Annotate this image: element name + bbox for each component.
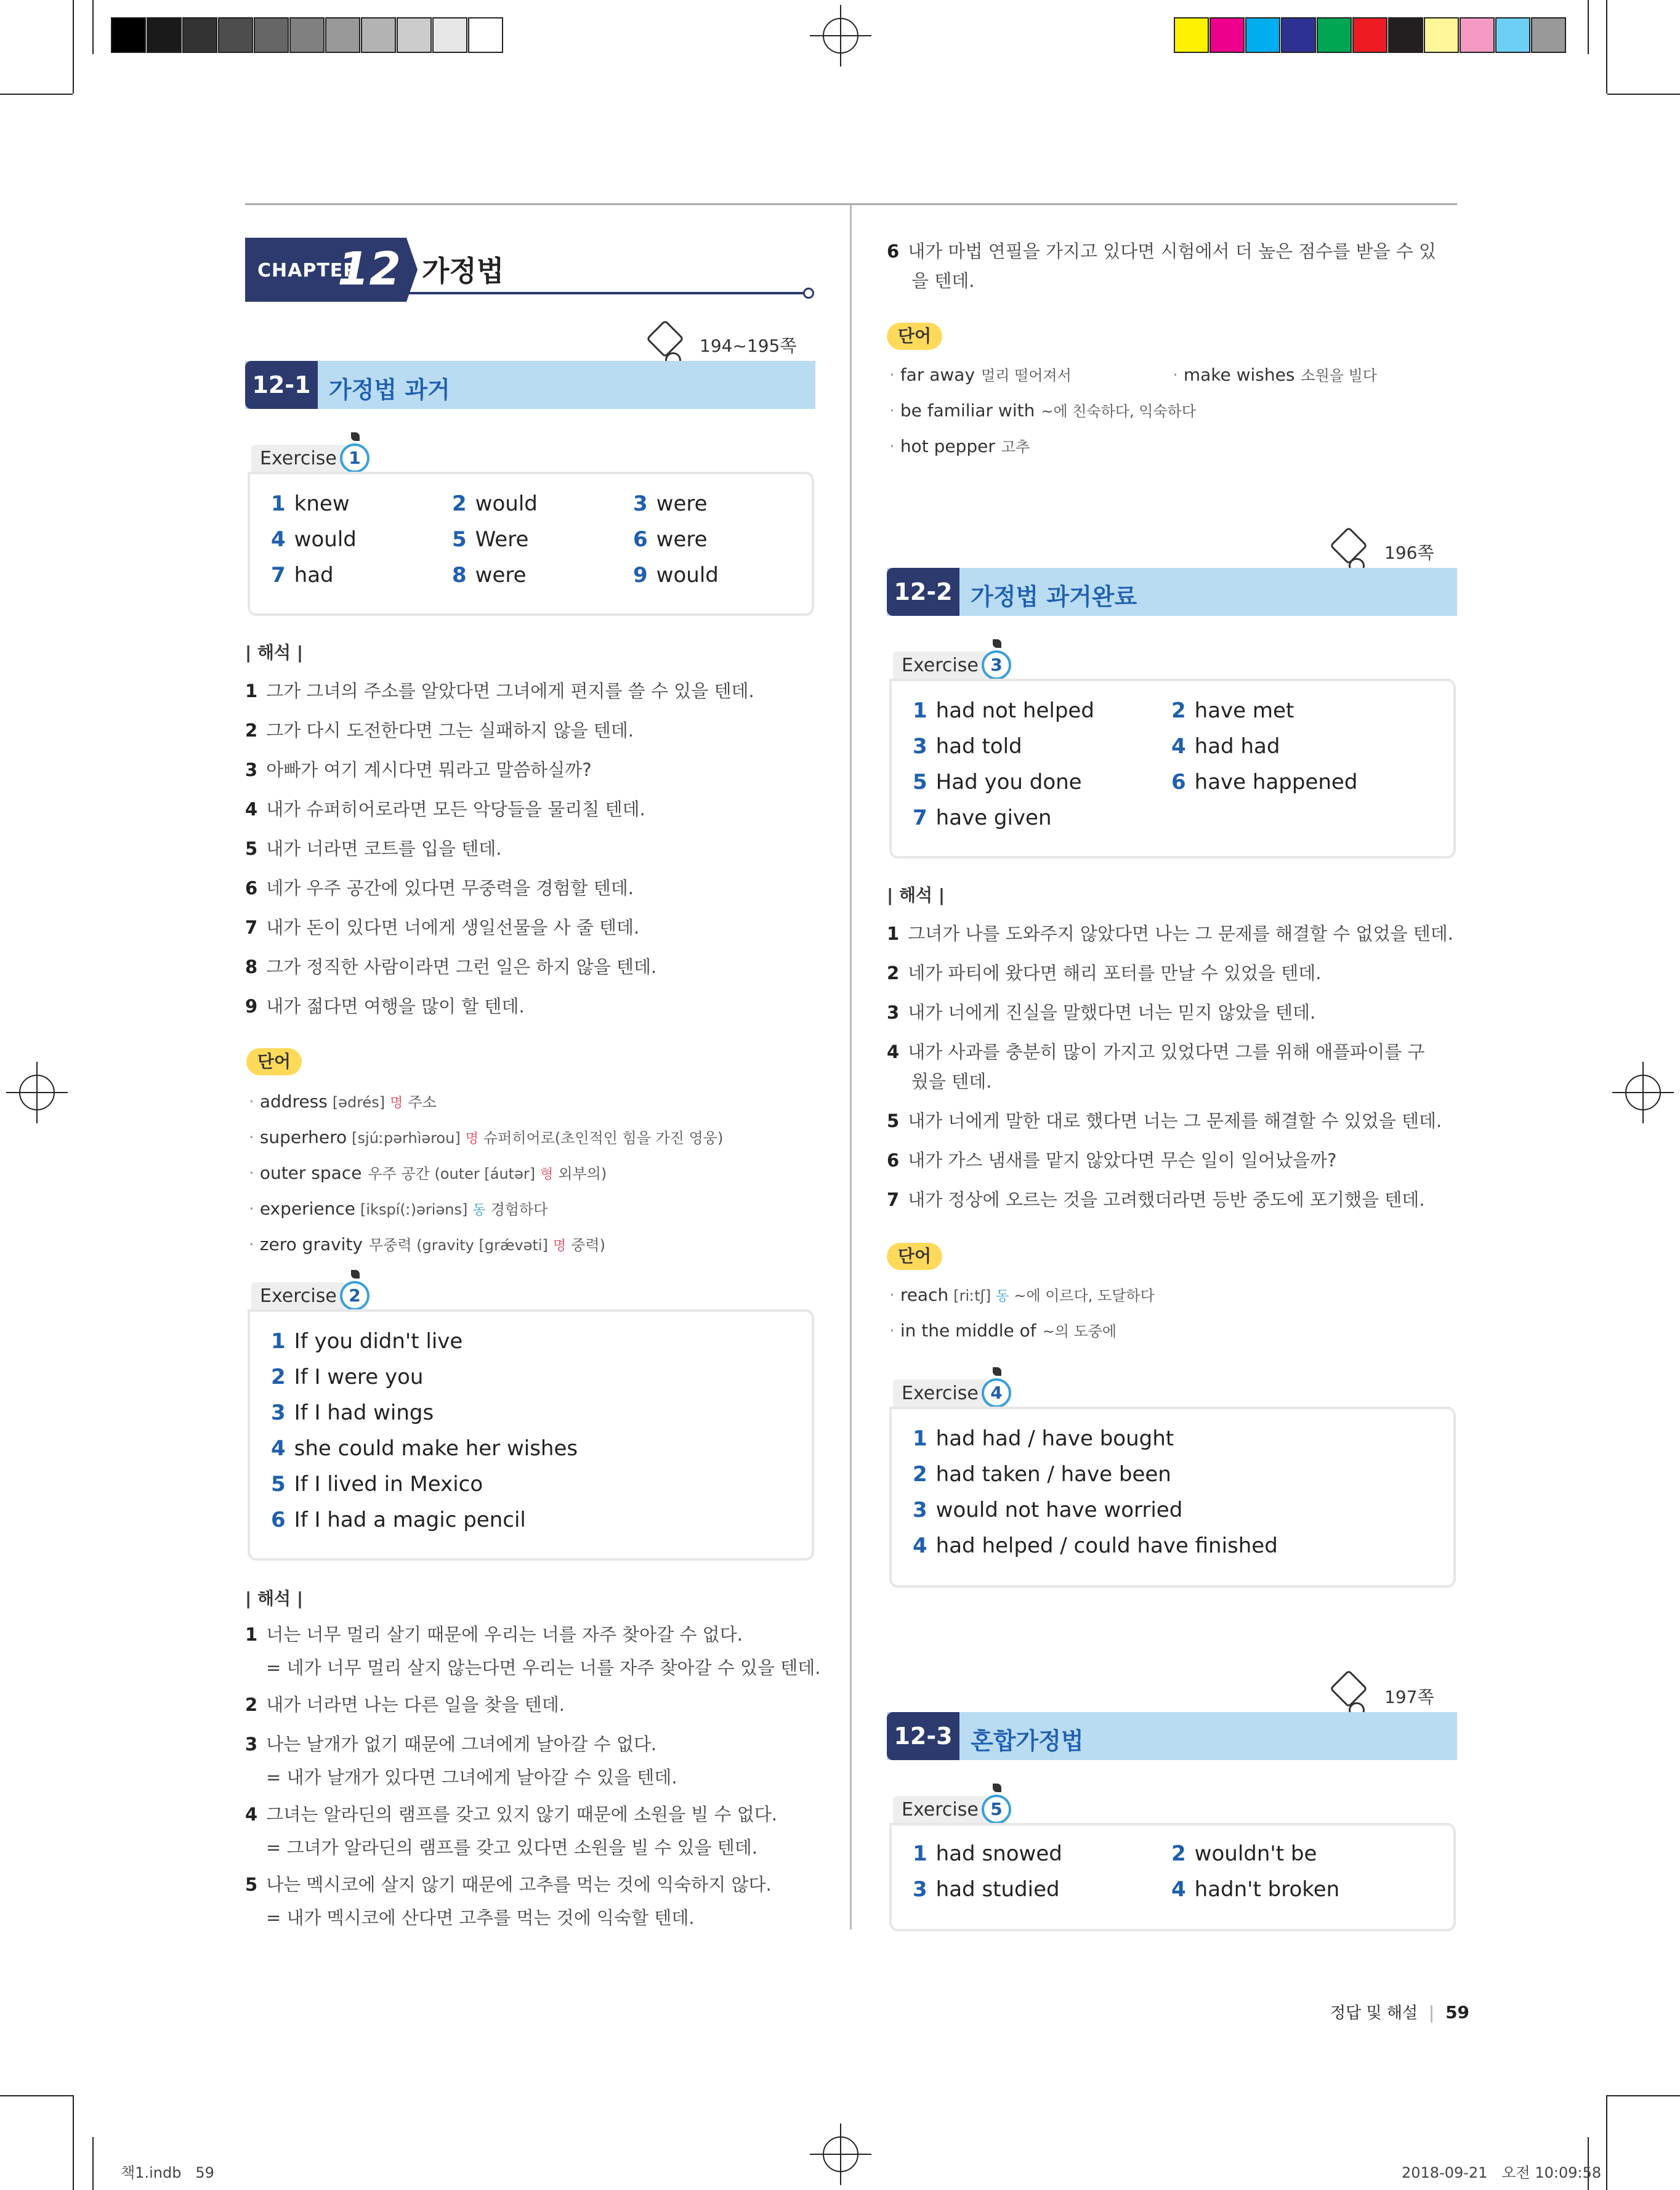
answer-number: 3 [913, 1877, 927, 1902]
sprout-icon [351, 1270, 360, 1279]
answer-item [271, 1436, 578, 1461]
vocab-word: hot pepper [900, 436, 995, 456]
slug-file: 책1.indb 59 [121, 2164, 214, 2181]
translation-restated: = 네가 너무 멀리 살지 않는다면 우리는 너를 자주 찾아갈 수 있을 텐데. [266, 1657, 821, 1678]
answer-number: 4 [1171, 1877, 1186, 1902]
answer-item [1171, 770, 1357, 794]
answer-item [1171, 734, 1280, 759]
color-swatch [1210, 17, 1245, 53]
vocab-pos: 명 [465, 1131, 479, 1147]
exercise-tab: Exercise [251, 445, 345, 473]
gray-swatch [397, 17, 432, 53]
answer-number: 5 [913, 770, 927, 794]
interpretation-heading: | 해석 | [245, 642, 304, 663]
vocab-word: make wishes [1183, 365, 1295, 385]
translation-item [887, 1037, 1466, 1067]
answer-item [271, 1365, 423, 1389]
translation-text: 나는 날개가 없기 때문에 그녀에게 날아갈 수 없다. [266, 1734, 657, 1755]
vocab-word: experience [259, 1198, 356, 1219]
translation-text: 그가 정직한 사람이라면 그런 일은 하지 않을 텐데. [266, 956, 657, 977]
answer-item [633, 491, 708, 516]
translation-number: 1 [245, 1624, 258, 1645]
translation-text: 아빠가 여기 계시다면 뭐라고 말씀하실까? [266, 759, 592, 780]
color-swatch [1531, 17, 1566, 53]
chapter-title: 가정법 [422, 254, 504, 288]
answer-number: 7 [271, 563, 286, 588]
answer-text: have happened [1194, 770, 1358, 794]
color-swatch [1245, 17, 1280, 53]
color-swatch [1424, 17, 1459, 53]
translation-number: 4 [245, 1804, 258, 1825]
answer-item [913, 1841, 1062, 1866]
vocab-meaning: ~에 친숙하다, 익숙하다 [1041, 403, 1196, 420]
translation-text: 네가 우주 공간에 있다면 무중력을 경험할 텐데. [266, 878, 634, 899]
vocab-item [249, 1126, 723, 1147]
answer-item [633, 563, 719, 588]
answer-number: 1 [913, 1841, 927, 1866]
vocab-tag: 단어 [887, 1243, 942, 1270]
exercise-number: 3 [982, 650, 1011, 680]
answer-number: 2 [271, 1365, 286, 1389]
vocab-meaning: 경험하다 [490, 1201, 548, 1218]
translation-item [245, 1729, 824, 1759]
translation-text: 내가 가스 냄새를 맡지 않았다면 무슨 일이 일어났을까? [908, 1150, 1337, 1171]
vocab-item [889, 1283, 1155, 1305]
answer-text: had snowed [935, 1841, 1062, 1866]
exercise-number: 2 [340, 1281, 370, 1311]
vocab-meaning: 우주 공간 (outer [áutər] [368, 1165, 536, 1182]
sprout-icon [993, 1367, 1001, 1376]
answer-item [271, 1472, 483, 1497]
answer-number: 1 [913, 1426, 927, 1451]
gray-swatch [182, 17, 217, 53]
answer-item [913, 698, 1094, 723]
gray-swatch [432, 17, 467, 53]
gray-swatch [218, 17, 253, 53]
translation-text: 그녀가 나를 도와주지 않았다면 나는 그 문제를 해결할 수 없었을 텐데. [908, 923, 1453, 944]
vocab-item [889, 399, 1196, 421]
answer-item [452, 563, 527, 588]
vocab-meaning: 멀리 떨어져서 [981, 367, 1072, 384]
translation-number: 3 [887, 1002, 900, 1023]
answer-text: Were [475, 527, 529, 552]
exercise-tab: Exercise [893, 1380, 987, 1408]
answer-text: hadn't broken [1194, 1877, 1340, 1902]
gray-swatch [289, 17, 325, 53]
vocab-pos: 형 [540, 1167, 554, 1182]
vocab-bullet: · [889, 400, 900, 421]
chapter-badge [245, 238, 406, 302]
answer-item [913, 770, 1082, 794]
answer-text: If I were you [294, 1365, 424, 1389]
translation-item [245, 755, 824, 785]
answer-item [913, 734, 1022, 759]
vocab-bullet: · [889, 1320, 900, 1341]
registration-mark-right [1612, 1062, 1674, 1123]
color-swatch [1281, 17, 1316, 53]
answer-number: 2 [913, 1462, 927, 1487]
answer-number: 3 [913, 734, 927, 759]
pencil-icon [646, 320, 684, 358]
gray-swatch [111, 17, 146, 53]
answer-text: had told [935, 734, 1022, 759]
color-swatch [1495, 17, 1530, 53]
translation-text: 네가 파티에 왔다면 해리 포터를 만날 수 있었을 텐데. [908, 963, 1322, 984]
vocab-pronunciation: [sjúːpərhìərou] [352, 1129, 461, 1147]
translation-item [887, 958, 1466, 988]
translation-item [245, 794, 824, 824]
interpretation-heading: | 해석 | [245, 1588, 304, 1609]
page-number: 59 [1445, 2002, 1470, 2022]
color-swatch [1460, 17, 1495, 53]
translation-number: 1 [887, 923, 900, 944]
vocab-tag: 단어 [887, 323, 942, 350]
translation-item [245, 1800, 824, 1829]
translation-text: 내가 너라면 코트를 입을 텐데. [266, 838, 502, 859]
vocab-bullet: · [249, 1234, 260, 1255]
exercise-tab: Exercise [893, 1796, 987, 1824]
page-reference: 197쪽 [1384, 1687, 1434, 1707]
answer-text: If you didn't live [294, 1329, 463, 1354]
answer-text: knew [294, 491, 350, 516]
translation-number: 7 [887, 1189, 900, 1210]
vocab-item [249, 1090, 437, 1112]
translation-item [887, 1146, 1466, 1175]
translation-restated: = 그녀가 알라딘의 램프를 갖고 있다면 소원을 빌 수 있을 텐데. [266, 1837, 758, 1858]
answer-item [913, 1462, 1171, 1487]
answer-item [452, 491, 538, 516]
exercise-number: 1 [340, 443, 370, 473]
color-swatch [1174, 17, 1209, 53]
translation-number: 3 [245, 1734, 258, 1755]
vocab-pronunciation: [ikspí(ː)əriəns] [360, 1201, 468, 1218]
vocab-word: outer space [259, 1163, 362, 1183]
translation-number: 3 [245, 759, 258, 780]
translation-text: 내가 너에게 말한 대로 했다면 너는 그 문제를 해결할 수 있었을 텐데. [908, 1110, 1442, 1131]
answer-number: 9 [633, 563, 648, 588]
vocab-word: superhero [259, 1127, 347, 1147]
vocab-bullet: · [249, 1091, 260, 1112]
translation-text: 내가 정상에 오르는 것을 고려했더라면 등반 중도에 포기했을 텐데. [908, 1189, 1425, 1210]
exercise-number: 4 [982, 1378, 1011, 1408]
answer-text: have given [935, 806, 1052, 830]
answer-text: wouldn't be [1194, 1841, 1317, 1866]
answer-item [271, 1329, 462, 1354]
gray-swatch [147, 17, 182, 53]
translation-text: 내가 슈퍼히어로라면 모든 악당들을 물리칠 텐데. [266, 799, 645, 820]
gray-swatch [468, 17, 503, 53]
vocab-tag: 단어 [246, 1048, 302, 1075]
translation-item [245, 1620, 824, 1649]
answer-number: 4 [1171, 734, 1186, 759]
color-swatch [1388, 17, 1423, 53]
sprout-icon [993, 1784, 1001, 1792]
vocab-bullet: · [889, 365, 900, 385]
answer-item [452, 527, 528, 552]
vocab-bullet: · [1173, 365, 1184, 385]
answer-item [1171, 1877, 1339, 1902]
answer-text: had studied [935, 1877, 1060, 1902]
answer-text: had not helped [935, 698, 1094, 723]
translation-number: 6 [887, 241, 900, 262]
vocab-meaning: 슈퍼히어로(초인적인 힘을 가진 영웅) [483, 1129, 724, 1147]
vocab-item [249, 1162, 607, 1183]
translation-text: 내가 사과를 충분히 많이 가지고 있었다면 그를 위해 애플파이를 구 [908, 1041, 1425, 1062]
sprout-icon [993, 639, 1001, 648]
answer-text: would [475, 491, 538, 516]
answer-number: 2 [452, 491, 467, 516]
page-reference: 194~195쪽 [700, 336, 797, 356]
color-swatch [1317, 17, 1352, 53]
translation-restated: = 내가 멕시코에 산다면 고추를 먹는 것에 익숙할 텐데. [266, 1907, 695, 1928]
answer-item [1171, 698, 1294, 723]
vocab-meaning: 소원을 빌다 [1301, 367, 1377, 384]
slug-date: 2018-09-21 오전 10:09:58 [1402, 2164, 1602, 2181]
answer-text: had helped / could have finished [935, 1533, 1278, 1558]
answer-text: would [656, 563, 719, 588]
gray-swatch [325, 17, 360, 53]
chapter-number: 12 [337, 243, 401, 296]
answer-text: were [656, 527, 708, 552]
translation-text: 내가 너라면 나는 다른 일을 찾을 텐데. [266, 1694, 565, 1715]
answer-text: had taken / have been [935, 1462, 1171, 1487]
answer-item [913, 1426, 1174, 1451]
answer-text: If I had wings [294, 1400, 434, 1425]
translation-text: 내가 마법 연필을 가지고 있다면 시험에서 더 높은 점수를 받을 수 있 [908, 241, 1436, 262]
vocab-pronunciation: [ədrés] [332, 1094, 386, 1111]
answer-text: were [656, 491, 708, 516]
translation-item [887, 1185, 1466, 1214]
answer-number: 2 [1171, 1841, 1186, 1866]
answer-text: had had / have bought [935, 1426, 1174, 1451]
answer-number: 6 [1171, 770, 1186, 794]
pencil-icon [1330, 527, 1368, 565]
registration-mark-top [810, 5, 871, 67]
translation-item [887, 919, 1466, 948]
answer-item [1171, 1841, 1317, 1866]
translation-number: 7 [245, 917, 258, 938]
answer-item [271, 1400, 434, 1425]
vocab-word: in the middle of [900, 1320, 1036, 1341]
pencil-icon [1330, 1670, 1368, 1708]
vocab-bullet: · [889, 436, 900, 456]
translation-text: 너는 너무 멀리 살기 때문에 우리는 너를 자주 찾아갈 수 없다. [266, 1624, 743, 1645]
answer-item [271, 491, 350, 516]
translation-number: 2 [887, 963, 900, 984]
column-divider [850, 205, 852, 1929]
vocab-item [249, 1233, 605, 1255]
answer-item [913, 1498, 1182, 1522]
translation-item [887, 236, 1460, 266]
answer-number: 6 [633, 527, 648, 552]
translation-text: 그녀는 알라딘의 램프를 갖고 있지 않기 때문에 소원을 빌 수 없다. [266, 1804, 777, 1825]
vocab-item [889, 435, 1030, 456]
vocab-bullet: · [889, 1285, 900, 1305]
vocab-word: reach [900, 1285, 949, 1305]
answer-number: 3 [271, 1400, 286, 1425]
answer-item [913, 1877, 1060, 1902]
translation-number: 8 [245, 956, 258, 977]
answer-number: 1 [271, 491, 286, 516]
answer-item [271, 1508, 526, 1532]
translation-text: 내가 너에게 진실을 말했다면 너는 믿지 않았을 텐데. [908, 1002, 1316, 1023]
vocab-meaning: 무중력 (gravity [grǽvəti] [369, 1237, 548, 1254]
translation-item [887, 1106, 1466, 1136]
translation-item-continued: 을 텐데. [911, 270, 975, 291]
answer-number: 7 [913, 806, 927, 830]
translation-item [245, 952, 824, 982]
gray-swatch [361, 17, 396, 53]
translation-text: 내가 돈이 있다면 너에게 생일선물을 사 줄 텐데. [266, 917, 640, 938]
vocab-pos: 명 [390, 1096, 403, 1111]
section-banner-12-3 [887, 1712, 1457, 1760]
translation-item [245, 913, 824, 942]
answer-item [271, 527, 357, 552]
vocab-pronunciation: [riːtʃ] [953, 1287, 991, 1304]
answer-number: 5 [452, 527, 467, 552]
answer-text: had had [1194, 734, 1280, 759]
section-title: 가정법 과거완료 [971, 583, 1137, 610]
vocab-word: be familiar with [900, 400, 1035, 421]
answer-text: would [294, 527, 357, 552]
vocab-item [889, 363, 1072, 385]
footer-label: 정답 및 해설 [1330, 2004, 1418, 2022]
vocab-word: address [259, 1091, 328, 1112]
translation-number: 5 [887, 1110, 900, 1131]
translation-item [245, 1870, 824, 1899]
answer-number: 3 [633, 491, 648, 516]
vocab-meaning: 외부의) [558, 1165, 607, 1182]
sprout-icon [351, 432, 360, 441]
translation-item [245, 992, 824, 1021]
exercise-tab: Exercise [893, 652, 987, 680]
section-number: 12-2 [887, 568, 959, 616]
exercise-number: 5 [982, 1795, 1011, 1824]
translation-number: 5 [245, 1874, 258, 1895]
answer-text: have met [1194, 698, 1294, 723]
translation-text: 내가 젊다면 여행을 많이 할 텐데. [266, 996, 525, 1017]
interpretation-heading: | 해석 | [887, 885, 945, 905]
gray-swatch [254, 17, 289, 53]
answer-number: 3 [913, 1498, 927, 1522]
answer-item [913, 1533, 1278, 1558]
answer-item [633, 527, 708, 552]
vocab-bullet: · [249, 1198, 260, 1219]
translation-item [245, 834, 824, 863]
section-banner-12-2 [887, 568, 1457, 616]
vocab-word: far away [900, 365, 975, 385]
page-reference: 196쪽 [1384, 543, 1434, 563]
answer-item [271, 563, 334, 588]
chapter-label: CHAPTER [257, 260, 358, 281]
answer-text: were [475, 563, 527, 588]
translation-number: 6 [887, 1150, 900, 1171]
answer-item [913, 806, 1052, 830]
answer-number: 1 [913, 698, 927, 723]
exercise-tab: Exercise [251, 1282, 345, 1311]
answer-text: If I had a magic pencil [294, 1508, 526, 1532]
answer-text: If I lived in Mexico [294, 1472, 483, 1497]
answer-number: 8 [452, 563, 467, 588]
answer-number: 4 [913, 1533, 927, 1558]
translation-item [245, 1690, 824, 1719]
answer-number: 2 [1171, 698, 1186, 723]
section-title: 가정법 과거 [329, 376, 450, 403]
vocab-item [1173, 363, 1377, 385]
translation-item [245, 716, 824, 745]
vocab-item [889, 1319, 1117, 1341]
answer-number: 1 [271, 1329, 286, 1354]
answer-text: Had you done [935, 770, 1082, 794]
translation-number: 2 [245, 720, 258, 741]
vocab-meaning: 주소 [408, 1094, 437, 1111]
translation-item [887, 998, 1466, 1027]
translation-text: 나는 멕시코에 살지 않기 때문에 고추를 먹는 것에 익숙하지 않다. [266, 1874, 772, 1895]
vocab-item [249, 1197, 547, 1219]
vocab-bullet: · [249, 1127, 260, 1147]
translation-number: 2 [245, 1694, 258, 1715]
answer-text: she could make her wishes [294, 1436, 578, 1461]
answer-text: had [294, 563, 334, 588]
vocab-bullet: · [249, 1163, 260, 1183]
answer-number: 4 [271, 527, 286, 552]
registration-mark-left [6, 1062, 68, 1123]
chapter-underline-dot [803, 288, 814, 299]
answer-number: 5 [271, 1472, 286, 1497]
section-number: 12-3 [887, 1712, 959, 1760]
translation-item [245, 873, 824, 903]
translation-number: 5 [245, 838, 258, 859]
vocab-meaning: ~에 이르다, 도달하다 [1014, 1287, 1155, 1304]
section-title: 혼합가정법 [971, 1727, 1084, 1755]
answer-number: 4 [271, 1436, 286, 1461]
chapter-underline [406, 292, 807, 294]
translation-text: 그가 그녀의 주소를 알았다면 그녀에게 편지를 쓸 수 있을 텐데. [266, 681, 754, 701]
answer-number: 6 [271, 1508, 286, 1532]
vocab-word: zero gravity [259, 1234, 363, 1255]
translation-number: 9 [245, 996, 258, 1017]
translation-item-continued: 웠을 텐데. [911, 1071, 992, 1092]
vocab-pos: 명 [552, 1238, 567, 1254]
page-footer [1330, 2000, 1469, 2023]
translation-text: 그가 다시 도전한다면 그는 실패하지 않을 텐데. [266, 720, 634, 741]
translation-number: 4 [245, 799, 258, 820]
section-number: 12-1 [245, 361, 318, 409]
color-swatch [1352, 17, 1387, 53]
footer-separator: | [1428, 2002, 1435, 2022]
vocab-pos: 동 [472, 1203, 486, 1218]
answer-text: would not have worried [935, 1498, 1183, 1522]
registration-mark-bottom [810, 2123, 871, 2185]
translation-restated: = 내가 날개가 있다면 그녀에게 날아갈 수 있을 텐데. [266, 1767, 677, 1788]
translation-number: 4 [887, 1041, 900, 1062]
vocab-pos: 동 [996, 1289, 1009, 1304]
translation-number: 6 [245, 878, 258, 899]
vocab-meaning: 고추 [1001, 438, 1030, 456]
section-banner-12-1 [245, 361, 815, 409]
translation-item [245, 676, 824, 706]
vocab-meaning: ~의 도중에 [1042, 1323, 1117, 1340]
translation-number: 1 [245, 681, 258, 701]
vocab-meaning: 중력) [571, 1237, 605, 1254]
